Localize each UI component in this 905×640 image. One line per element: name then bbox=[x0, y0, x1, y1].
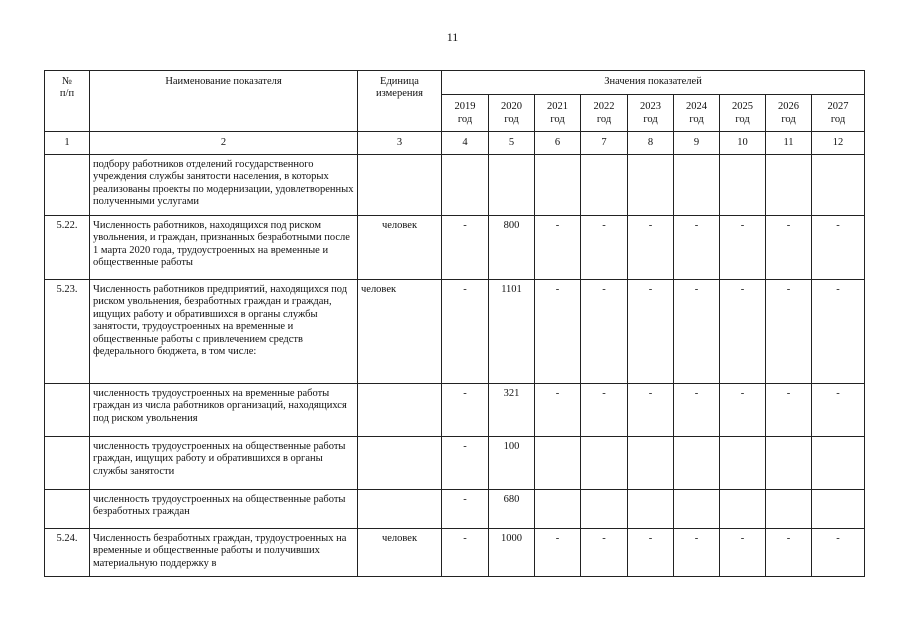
row-value: - bbox=[442, 216, 489, 280]
table-row bbox=[45, 216, 865, 280]
year-label: 2020 bbox=[501, 101, 522, 112]
column-number: 6 bbox=[535, 132, 581, 155]
row-value: - bbox=[535, 280, 581, 384]
year-suffix: год bbox=[735, 114, 750, 125]
row-value: - bbox=[581, 384, 628, 437]
column-number: 1 bbox=[45, 132, 90, 155]
row-number: 5.22. bbox=[45, 216, 90, 280]
row-value: - bbox=[812, 384, 865, 437]
year-suffix: год bbox=[504, 114, 519, 125]
row-value: - bbox=[812, 529, 865, 577]
row-unit: человек bbox=[358, 216, 442, 280]
year-label: 2019 bbox=[454, 101, 476, 112]
year-suffix: год bbox=[596, 114, 612, 125]
row-value bbox=[812, 490, 865, 529]
row-value bbox=[628, 437, 674, 490]
header-year bbox=[720, 95, 766, 132]
row-value: - bbox=[628, 280, 674, 384]
row-number bbox=[45, 437, 90, 490]
row-value: - bbox=[628, 216, 674, 280]
row-value: - bbox=[674, 280, 720, 384]
row-value bbox=[628, 155, 674, 216]
row-value bbox=[720, 490, 766, 529]
row-value bbox=[581, 155, 628, 216]
column-number: 3 bbox=[358, 132, 442, 155]
table-row bbox=[45, 437, 865, 490]
table-row bbox=[45, 490, 865, 529]
row-value: - bbox=[720, 529, 766, 577]
column-number: 8 bbox=[628, 132, 674, 155]
column-number: 9 bbox=[674, 132, 720, 155]
header-year bbox=[442, 95, 489, 132]
row-value bbox=[628, 490, 674, 529]
row-name: Численность работников, находящихся под риском увольнения, и граждан, признанных безработными после 1 марта 2020 года, трудоустроенных на временные и общественные работы bbox=[90, 216, 358, 280]
row-value: - bbox=[766, 280, 812, 384]
column-number: 11 bbox=[766, 132, 812, 155]
row-value: - bbox=[581, 280, 628, 384]
row-value: 680 bbox=[489, 490, 535, 529]
header-year bbox=[535, 95, 581, 132]
year-label: 2026 bbox=[778, 101, 799, 112]
row-name: численность трудоустроенных на временные работы граждан из числа работников организаций, находящихся под риском увольнения bbox=[90, 384, 358, 437]
header-unit bbox=[358, 71, 442, 132]
row-value bbox=[674, 155, 720, 216]
row-unit: человек bbox=[358, 529, 442, 577]
header-year bbox=[674, 95, 720, 132]
row-value bbox=[489, 155, 535, 216]
page-number: 11 bbox=[446, 30, 459, 44]
row-number: 5.24. bbox=[45, 529, 90, 577]
row-value: - bbox=[442, 384, 489, 437]
row-value: 800 bbox=[489, 216, 535, 280]
row-value: - bbox=[674, 529, 720, 577]
header-unit-line2: измерения bbox=[376, 88, 423, 100]
row-value: - bbox=[720, 280, 766, 384]
row-value: - bbox=[442, 529, 489, 577]
column-number: 10 bbox=[720, 132, 766, 155]
row-value bbox=[442, 155, 489, 216]
column-number: 5 bbox=[489, 132, 535, 155]
row-value: - bbox=[674, 384, 720, 437]
row-value bbox=[581, 437, 628, 490]
column-number: 4 bbox=[442, 132, 489, 155]
row-value: - bbox=[674, 216, 720, 280]
year-suffix: год bbox=[457, 114, 473, 125]
row-value bbox=[720, 437, 766, 490]
indicators-table bbox=[44, 70, 865, 577]
header-year bbox=[489, 95, 535, 132]
year-label: 2027 bbox=[827, 101, 849, 112]
row-number: 5.23. bbox=[45, 280, 90, 384]
year-suffix: год bbox=[550, 114, 565, 125]
row-name: численность трудоустроенных на общественные работы граждан, ищущих работу и обратившихся в органы службы занятости bbox=[90, 437, 358, 490]
row-value bbox=[812, 155, 865, 216]
table-row bbox=[45, 529, 865, 577]
row-name: численность трудоустроенных на общественные работы безработных граждан bbox=[90, 490, 358, 529]
header-num bbox=[45, 71, 90, 132]
row-value: - bbox=[766, 384, 812, 437]
row-number bbox=[45, 155, 90, 216]
table-row bbox=[45, 280, 865, 384]
table-row bbox=[45, 384, 865, 437]
year-label: 2023 bbox=[640, 101, 661, 112]
column-number: 12 bbox=[812, 132, 865, 155]
row-name: Численность безработных граждан, трудоустроенных на временные и общественные работы и получивших материальную поддержку в bbox=[90, 529, 358, 577]
header-values-group: Значения показателей bbox=[442, 71, 865, 95]
row-value: 321 bbox=[489, 384, 535, 437]
row-value: - bbox=[581, 529, 628, 577]
row-value: - bbox=[766, 216, 812, 280]
row-value bbox=[535, 437, 581, 490]
column-number: 7 bbox=[581, 132, 628, 155]
row-value bbox=[812, 437, 865, 490]
row-value bbox=[581, 490, 628, 529]
row-value: - bbox=[720, 384, 766, 437]
row-number bbox=[45, 490, 90, 529]
row-value: 1000 bbox=[489, 529, 535, 577]
header-year bbox=[628, 95, 674, 132]
year-label: 2021 bbox=[547, 101, 568, 112]
row-value: - bbox=[766, 529, 812, 577]
row-value: - bbox=[535, 384, 581, 437]
row-name: подбору работников отделений государственного учреждения службы занятости населения, в которых реализованы проекты по модернизации, удовлетворенных полученными услугами bbox=[90, 155, 358, 216]
row-value bbox=[766, 437, 812, 490]
year-suffix: год bbox=[830, 114, 846, 125]
header-name: Наименование показателя bbox=[90, 71, 358, 132]
header-unit-line1: Единица bbox=[380, 76, 419, 87]
row-value: - bbox=[535, 216, 581, 280]
row-value: - bbox=[442, 490, 489, 529]
year-label: 2022 bbox=[593, 101, 615, 112]
year-suffix: год bbox=[689, 114, 704, 125]
row-value: - bbox=[812, 216, 865, 280]
row-value bbox=[720, 155, 766, 216]
row-value: - bbox=[535, 529, 581, 577]
row-value bbox=[674, 490, 720, 529]
row-number bbox=[45, 384, 90, 437]
year-suffix: год bbox=[643, 114, 658, 125]
row-value bbox=[766, 490, 812, 529]
row-value bbox=[535, 155, 581, 216]
row-value bbox=[766, 155, 812, 216]
row-value bbox=[535, 490, 581, 529]
year-suffix: год bbox=[781, 114, 796, 125]
row-value: - bbox=[812, 280, 865, 384]
row-value: - bbox=[581, 216, 628, 280]
year-label: 2025 bbox=[732, 101, 753, 112]
year-label: 2024 bbox=[686, 101, 707, 112]
row-value: - bbox=[720, 216, 766, 280]
table-row bbox=[45, 155, 865, 216]
row-unit: человек bbox=[358, 280, 442, 384]
row-value: 100 bbox=[489, 437, 535, 490]
row-value: 1101 bbox=[489, 280, 535, 384]
row-unit bbox=[358, 437, 442, 490]
row-value: - bbox=[442, 280, 489, 384]
column-number: 2 bbox=[90, 132, 358, 155]
row-unit bbox=[358, 384, 442, 437]
header-year bbox=[812, 95, 865, 132]
row-unit bbox=[358, 490, 442, 529]
row-value: - bbox=[442, 437, 489, 490]
row-value: - bbox=[628, 384, 674, 437]
header-num-line1: № bbox=[61, 76, 73, 87]
row-name: Численность работников предприятий, находящихся под риском увольнения, безработных граждан и граждан, ищущих работу и обратившихся в органы службы занятости, трудоустроенных на временные и общественные работы с привлечением средств федерального бюджета, в том числе: bbox=[90, 280, 358, 384]
header-num-line2: п/п bbox=[59, 88, 75, 100]
header-year bbox=[581, 95, 628, 132]
header-year bbox=[766, 95, 812, 132]
row-value: - bbox=[628, 529, 674, 577]
column-numbers-row bbox=[45, 132, 865, 155]
row-value bbox=[674, 437, 720, 490]
row-unit bbox=[358, 155, 442, 216]
